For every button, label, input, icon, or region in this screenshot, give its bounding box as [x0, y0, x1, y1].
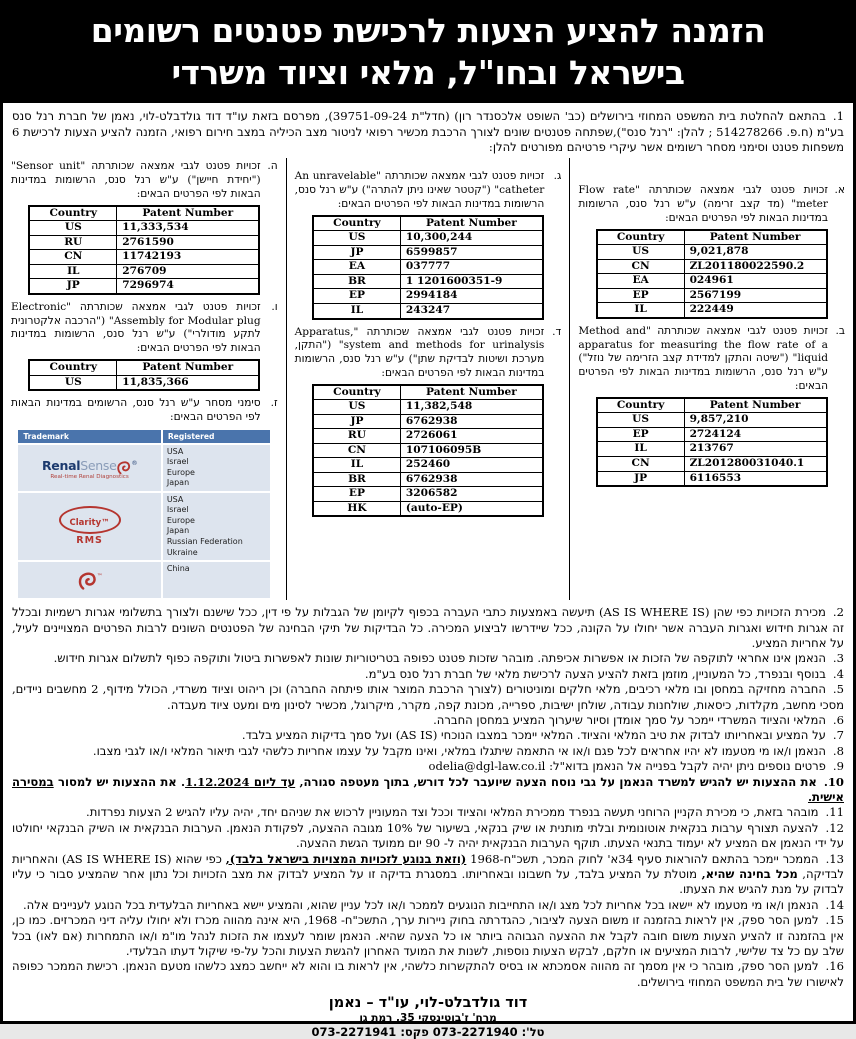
trademark-row-clarity: [18, 493, 270, 560]
country-cell: US: [29, 221, 116, 236]
section-z: [11, 397, 278, 425]
item-number: 13.: [825, 851, 845, 866]
country-cell: IL: [597, 303, 684, 318]
terms-list: [12, 605, 844, 990]
country-cell: EP: [313, 487, 400, 502]
patent-row: [313, 458, 543, 473]
patent-table-v: [28, 359, 260, 391]
patent-number-cell: 11,382,548: [400, 400, 543, 415]
patent-number-cell: 11,835,366: [117, 375, 260, 390]
country-cell: EP: [313, 289, 400, 304]
patent-columns: [3, 158, 853, 600]
patent-number-cell: ZL201180022590.2: [684, 259, 827, 274]
section-v: [11, 301, 278, 356]
patent-number-cell: 6762938: [400, 472, 543, 487]
patent-row: [313, 245, 543, 260]
patent-row: [313, 303, 543, 318]
section-h: [11, 160, 278, 201]
clarity-rms-logo: [18, 493, 161, 560]
item-text: למען הסר ספק, אין לראות בהזמנה זו משום הצעה לציבור, כהגדרתה בחוק ניירות ערך, התשכ"ח- 1968, היא אינה מהווה מכרז ולא יחולו עליה דיני המכרזים. כמו כן, אין בהזמנה זו להציע הצעות משום חובה לקבל את ההצעה הגבוהה ביותר או כל הצעה שהיא. הנאמן שומר לעצמו את הזכות לנהל מו"מ ו/או התמחרות (אם לאו) בכל שלב עם כל צד שלישי, לרבות המציעים או חלקם, לבקש הצעות נוספות, לשנות את המועד האחרון להגשת הצעות והכל על-פי שיקול דעתו הבלעדי.: [12, 913, 844, 959]
trademark-table: [16, 428, 272, 600]
patent-row: [313, 443, 543, 458]
list-item-9: [12, 759, 844, 774]
hand-delivery-emphasis: במסירה אישית.: [12, 774, 844, 804]
list-item-11: [12, 805, 844, 820]
patent-row: [597, 427, 827, 442]
patent-number-cell: 1 1201600351-9: [400, 274, 543, 289]
section-header: סימני מסחר ע"ש רנל סנס, הרשומים במדינות הבאות לפי הפרטים הבאים:: [10, 397, 261, 423]
list-item-16: [12, 959, 844, 990]
section-letter: ג.: [553, 170, 562, 183]
patent-row: [597, 245, 827, 260]
patent-number-header: Patent Number: [400, 216, 543, 231]
list-item-10: [12, 775, 844, 806]
country-cell: RU: [313, 429, 400, 444]
any-aspect-emphasis: מכל בחינה שהיא,: [701, 867, 798, 882]
country-cell: CN: [597, 456, 684, 471]
patent-row: [313, 472, 543, 487]
country-cell: US: [313, 231, 400, 246]
patent-table-g: [312, 215, 544, 320]
item-number: 16.: [825, 959, 844, 974]
item-text: מובהר בזאת, כי מכירת הקניין הרוחני תעשה בנפרד ממכירת המלאי והציוד וככל וצד המעוניין לרכוש את שניהם יחד, יהיה עליו להגיש 2 הצעות נפרדות.: [86, 805, 819, 820]
country-cell: IL: [313, 458, 400, 473]
country-cell: US: [29, 375, 116, 390]
country-header: Country: [597, 230, 684, 245]
patent-number-cell: 2994184: [400, 289, 543, 304]
registered-country: Israel: [166, 505, 189, 515]
registered-country: USA: [166, 494, 184, 504]
country-cell: IL: [29, 264, 116, 279]
registered-countries: [163, 493, 271, 560]
masthead: [3, 3, 853, 103]
country-cell: US: [597, 413, 684, 428]
item-number: 15.: [825, 913, 844, 928]
patent-row: [597, 456, 827, 471]
item-text: למען הסר ספק, מובהר כי אין מסמך זה מהווה אסמכתא או בסיס להתקשרות כלשהי, אין לראות בו והוא לא ייחשב כמצג כלשהו מטעם הנאמן. רכישת הממכר כפופה לאישורו של בית המשפט המחוזי בירושלים.: [12, 959, 844, 989]
country-cell: EA: [597, 274, 684, 289]
patent-number-header: Patent Number: [117, 360, 260, 375]
registered-countries: [163, 562, 271, 598]
registered-country: Russian Federation: [166, 537, 243, 547]
country-cell: EP: [597, 288, 684, 303]
registered-country: USA: [166, 446, 184, 456]
country-cell: US: [313, 400, 400, 415]
patent-row: [313, 260, 543, 275]
country-cell: CN: [597, 259, 684, 274]
country-header: Country: [597, 398, 684, 413]
registered-country: Europe: [166, 467, 195, 477]
patent-row: [29, 235, 259, 250]
table-header-row: [597, 230, 827, 245]
registered-country: Japan: [166, 526, 190, 536]
section-header: זכויות פטנט לגבי אמצאה שכותרתה "Flow rate meter" (מד קצב זרימה) ע"ש רנל סנס, הרשומות במדינות הבאות לפי הפרטים הבאים:: [578, 184, 828, 224]
item-text: המלאי והציוד המשרדי יימכר על סמך אומדן וסיור שיערוך המציע במחסן החברה.: [433, 712, 826, 727]
list-item-4: [12, 667, 844, 682]
item-number: 11.: [825, 805, 844, 820]
section-header: זכויות פטנט לגבי אמצאה שכותרתה "Method and apparatus for measuring the flow rate of a liquid" ("שיטה והתקן למדידת קצב הזרימה של נוזל") ע"ש רנל סנס, הרשומות במדינות הבאות לפי הפרטים הבאים:: [578, 324, 828, 393]
country-cell: IL: [597, 442, 684, 457]
section-letter: ז.: [270, 397, 278, 410]
patent-number-cell: 6116553: [684, 471, 827, 486]
renalsense-logo: [18, 445, 161, 491]
list-item-2: [12, 605, 844, 651]
page-title-line2: בישראל ובחו"ל, מלאי וציוד משרדי: [171, 52, 685, 92]
patent-number-cell: 9,857,210: [684, 413, 827, 428]
signature-block: [3, 995, 853, 1039]
patent-number-cell: 037777: [400, 260, 543, 275]
country-cell: JP: [313, 414, 400, 429]
item-text: מוטלת על המציע בלבד, על חשבונו ובאחריותו. במסגרת בדיקה זו על המציע לבדוק את מצב הזכויות וכל נתון אחר שהמציע סבור כי עליו לבדוק על מנת להגיש את הצעתו.: [12, 867, 844, 897]
table-header-row: [313, 385, 543, 400]
patent-row: [597, 471, 827, 486]
section-header: זכויות פטנט לגבי אמצאה שכותרתה "Apparatus, system and methods for urinalysis" ("התקן, מערכת ושיטות לבדיקת שתן") ע"ש רנל סנס, הרשומות במדינות הבאות לפי הפרטים הבאים:: [294, 325, 545, 379]
country-cell: JP: [597, 471, 684, 486]
patent-number-cell: 11,333,534: [117, 221, 260, 236]
patent-number-cell: 7296974: [117, 279, 260, 294]
column-left: [3, 158, 286, 600]
section-letter: ה.: [267, 160, 278, 173]
patent-number-cell: (auto-EP): [400, 501, 543, 516]
renalsense-subtitle: Real-time Renal Diagnostics: [50, 473, 129, 480]
page-title-line1: הזמנה להציע הצעות לרכישת פטנטים רשומים: [90, 11, 766, 50]
section-letter: ד.: [552, 325, 562, 338]
patent-number-cell: 11742193: [117, 250, 260, 265]
item-number: 2.: [832, 605, 844, 620]
patent-row: [597, 259, 827, 274]
table-header-row: [313, 216, 543, 231]
item-number: 12.: [825, 820, 844, 835]
intro-paragraph: [12, 109, 844, 155]
item-text: . את ההצעות יש למסור: [53, 774, 186, 789]
patent-row: [313, 414, 543, 429]
patent-number-cell: 107106095B: [400, 443, 543, 458]
item-text: בנוסף ובנפרד, כל המעוניין, מוזמן בזאת להציע הצעה לרכישת מלאי של חברת רנל סנס בע"מ.: [364, 666, 826, 681]
item-number: 8.: [832, 743, 844, 758]
patent-row: [313, 289, 543, 304]
intro-text: בהתאם להחלטת בית המשפט המחוזי בירושלים (כב' השופט אלכסנדר רון) (חדל"ת 39751-09-24), מפרסם בזאת עו"ד דוד גולדבלט-לוי, נאמן של חברת רנל סנס בע"מ (ח.פ. 514278266 ; להלן: "רנל סנס"),שפתחה פטנטים שונים לצורך הרכבת מכשיר רפואי לניטור מצב הכיליה במצב חירום רפואי, הזמנה להציע הצעות לרכישת 6 משפחות פטנט וסימני מסחר רשומים אשר עיקרי פרטיהם מפורטים להלן:: [12, 109, 844, 154]
section-header: זכויות פטנט לגבי אמצאה שכותרתה "Electronic Assembly for Modular plug" ("הרכבה אלקטרונית לתקע מודולרי") ע"ש רנל סנס, הרשומות במדינות הבאות לפי הפרטים הבאים:: [10, 300, 261, 355]
country-header: Country: [29, 206, 116, 221]
item-text: מכירת הזכויות כפי שהן (AS IS WHERE IS) תיעשה באמצעות כתבי העברה בכפוף לקיומן של הגבלות על פי דין, ככל שישנם ולצורך בתשלומי אגרות רשמיות ובכלל זה אגרות חידוש ואגרות העברה אשר יחולו על הקונה, ככל שיידרשו לביצוע המכירה. כל הבדיקות של תיקי הבחינה של הפטנטים השונים לרבות הפרטים המצויינים לעיל, על אחריות המציע.: [12, 605, 844, 650]
patent-row: [313, 231, 543, 246]
item-text: להצעה תצורף ערבות בנקאית אוטונומית ובלתי מותנית או שיק בנקאי, בשיעור של 10% מגובה ההצעה, לפקודת הנאמן. הערבות הבנקאית או השיק הבנקאי יחולטו על ידי הנאמן אם המציע לא יעמוד בתנאי הצעתו. תוקף הערבות הבנקאית יהיה ל- 90 יום ממועד הגשת ההצעה.: [12, 820, 844, 851]
section-a: [578, 184, 845, 225]
renalsense-wordmark: RenalSense ®: [42, 458, 137, 473]
registered-country: Ukraine: [166, 547, 198, 557]
patent-number-cell: 243247: [400, 303, 543, 318]
patent-row: [597, 413, 827, 428]
patent-table-a: [596, 229, 828, 319]
clarity-oval: Clarity™ RMS: [59, 506, 121, 534]
country-cell: CN: [313, 443, 400, 458]
patent-table-d: [312, 384, 544, 518]
table-header-row: [29, 206, 259, 221]
tm-mark: ™: [96, 573, 103, 581]
item-text: כפי שהוא (AS IS WHERE IS) והאחריות לבדיקה,: [12, 851, 844, 882]
patent-row: [313, 487, 543, 502]
list-item-14: [12, 898, 844, 913]
patent-number-cell: 2567199: [684, 288, 827, 303]
country-header: Country: [313, 385, 400, 400]
country-cell: BR: [313, 274, 400, 289]
patent-number-cell: 2726061: [400, 429, 543, 444]
trustee-name: דוד גולדבלט-לוי, עו"ד – נאמן: [328, 995, 528, 1012]
patent-number-cell: 6599857: [400, 245, 543, 260]
registered-country: Japan: [166, 478, 190, 488]
trademark-row-kidney: [18, 562, 270, 598]
item-text: הנאמן ו/או מי מטעמו לא יישאו בכל אחריות לכל מצג ו/או התחייבות הנוגעים לממכר ו/או לכל עניין שהוא, והמציע יישא באחריות הבלעדית בכל הנוגע לעניינים אלה.: [22, 897, 819, 912]
country-cell: EA: [313, 260, 400, 275]
patent-table-h: [28, 205, 260, 295]
section-letter: א.: [834, 184, 845, 197]
israel-rights-emphasis: (וזאת בנוגע לזכויות המצויות בישראל בלבד),: [225, 851, 467, 866]
patent-number-header: Patent Number: [684, 398, 827, 413]
trademark-row-renalsense: [18, 445, 270, 491]
item-text: פרטים נוספים ניתן יהיה לקבל בפנייה אל הנאמן בדוא"ל: odelia@dgl-law.co.il: [428, 759, 826, 774]
item-text: את ההצעות יש להגיש למשרד הנאמן על גבי נוסח הצעה שיועבר לכל דורש, בתוך מעטפה סגורה,: [295, 774, 817, 789]
patent-number-header: Patent Number: [117, 206, 260, 221]
list-item-12: [12, 821, 844, 852]
registered-countries: [163, 445, 271, 491]
patent-row: [597, 274, 827, 289]
item-number: 6.: [832, 712, 844, 727]
patent-number-cell: ZL201280031040.1: [684, 456, 827, 471]
patent-table-b: [596, 397, 828, 487]
country-header: Country: [29, 360, 116, 375]
item-number: 1.: [832, 109, 844, 124]
item-text: החברה מחזיקה במחסן ובו מלאי רכיבים, מלאי חלקים ומוניטורים (לצורך הרכבת המוצר אותו פיתחה החברה) וכן ריהוט וציוד משרדי, הכולל מידוף, 2 מחשבים ניידים, מסכי מחשב, מקלדות, כיסאות, שולחנות עבודה, שולחן ישיבות, ספרייה, מכונת קפה, מקרר, מיקרוגל, מכשיר לסינון מים ומעט ציוד מעבדה.: [12, 682, 844, 712]
patent-row: [29, 279, 259, 294]
patent-number-cell: 213767: [684, 442, 827, 457]
patent-row: [29, 221, 259, 236]
patent-row: [597, 303, 827, 318]
deadline-date: עד ליום 1.12.2024: [185, 774, 296, 789]
patent-row: [29, 375, 259, 390]
item-number: 3.: [832, 651, 844, 666]
section-header: זכויות פטנט לגבי אמצאה שכותרתה "An unravelable catheter" ("קטטר שאינו ניתן להתרה") ע"ש רנל סנס, הרשומות במדינות הבאות לפי הפרטים הבאים:: [294, 170, 545, 210]
patent-number-cell: 9,021,878: [684, 245, 827, 260]
trademark-col-header: Trademark: [18, 430, 161, 443]
list-item-6: [12, 713, 844, 728]
patent-number-header: Patent Number: [684, 230, 827, 245]
patent-row: [313, 501, 543, 516]
country-cell: EP: [597, 427, 684, 442]
kidney-symbol-logo: [18, 562, 161, 598]
country-cell: CN: [29, 250, 116, 265]
column-middle: [286, 158, 570, 600]
patent-number-cell: 6762938: [400, 414, 543, 429]
trustee-address: מרח' ז'בוטינסקי 35, רמת גן: [359, 1012, 497, 1025]
list-item-3: [12, 651, 844, 666]
list-item-13: [12, 852, 844, 898]
country-cell: JP: [313, 245, 400, 260]
country-header: Country: [313, 216, 400, 231]
table-header-row: [597, 398, 827, 413]
registered-country: Israel: [166, 457, 189, 467]
patent-number-cell: 2761590: [117, 235, 260, 250]
trustee-phone-fax: טל': 073-2271940 פקס: 073-2271941: [311, 1025, 545, 1039]
registered-col-header: Registered: [163, 430, 271, 443]
country-cell: RU: [29, 235, 116, 250]
item-number: 9.: [832, 759, 844, 774]
patent-number-header: Patent Number: [400, 385, 543, 400]
patent-row: [313, 429, 543, 444]
section-b: [578, 325, 845, 394]
patent-row: [29, 250, 259, 265]
column-right: [569, 158, 853, 600]
country-cell: IL: [313, 303, 400, 318]
item-number: 7.: [832, 728, 844, 743]
list-item-15: [12, 913, 844, 959]
list-item-5: [12, 682, 844, 713]
section-d: [295, 326, 562, 381]
registered-mark: ®: [131, 460, 138, 468]
list-item-7: [12, 728, 844, 743]
patent-number-cell: 10,300,244: [400, 231, 543, 246]
country-cell: HK: [313, 501, 400, 516]
item-text: הנאמן אינו אחראי לתוקפה של הזכות או אפשרות אכיפתה. מובהר שזכות פטנט כפופה בטריטוריות שונות לאפשרות ביטול ותוקפה כפוף לתשלום אגרות חידוש.: [53, 651, 826, 666]
item-text: הנאמן ו/או מי מטעמו לא יהיו אחראים לכל פגם ו/או אי התאמה שיתגלו במלאי, ואינו מקבל על עצמו אחריות כלשהי לגבי תיאור המלאי ו/או לגבי מצבו.: [92, 743, 826, 758]
section-header: זכויות פטנט לגבי אמצאה שכותרתה "Sensor unit" ("יחידת חיישן") ע"ש רנל סנס, הרשומות במדינות הבאות לפי הפרטים הבאים:: [10, 160, 261, 200]
item-number: 5.: [832, 682, 844, 697]
patent-number-cell: 252460: [400, 458, 543, 473]
section-letter: ו.: [271, 300, 278, 313]
item-number: 4.: [832, 666, 844, 681]
item-number: 10.: [823, 774, 844, 789]
registered-country: Europe: [166, 515, 195, 525]
patent-number-cell: 276709: [117, 264, 260, 279]
kidney-swirl-icon: [77, 568, 97, 592]
patent-row: [29, 264, 259, 279]
item-text: על המציע ובאחריותו לבדוק את טיב המלאי והציוד. המלאי יימכר במצבו הנוכחי (AS IS) ועל סמך בדיקות המציע בלבד.: [241, 728, 826, 743]
item-text: הממכר יימכר בהתאם להוראות סעיף 34א' לחוק המכר, תשכ"ח-1968: [466, 851, 819, 866]
country-cell: BR: [313, 472, 400, 487]
section-g: [295, 170, 562, 211]
list-item-8: [12, 744, 844, 759]
patent-number-cell: 2724124: [684, 427, 827, 442]
patent-row: [597, 288, 827, 303]
country-cell: JP: [29, 279, 116, 294]
table-header-row: [29, 360, 259, 375]
patent-number-cell: 024961: [684, 274, 827, 289]
section-letter: ב.: [835, 324, 845, 337]
patent-row: [313, 274, 543, 289]
patent-number-cell: 3206582: [400, 487, 543, 502]
country-cell: US: [597, 245, 684, 260]
item-number: 14.: [825, 897, 844, 912]
registered-country: China: [166, 564, 190, 574]
patent-number-cell: 222449: [684, 303, 827, 318]
patent-row: [313, 400, 543, 415]
trademark-header-row: [18, 430, 270, 443]
patent-row: [597, 442, 827, 457]
